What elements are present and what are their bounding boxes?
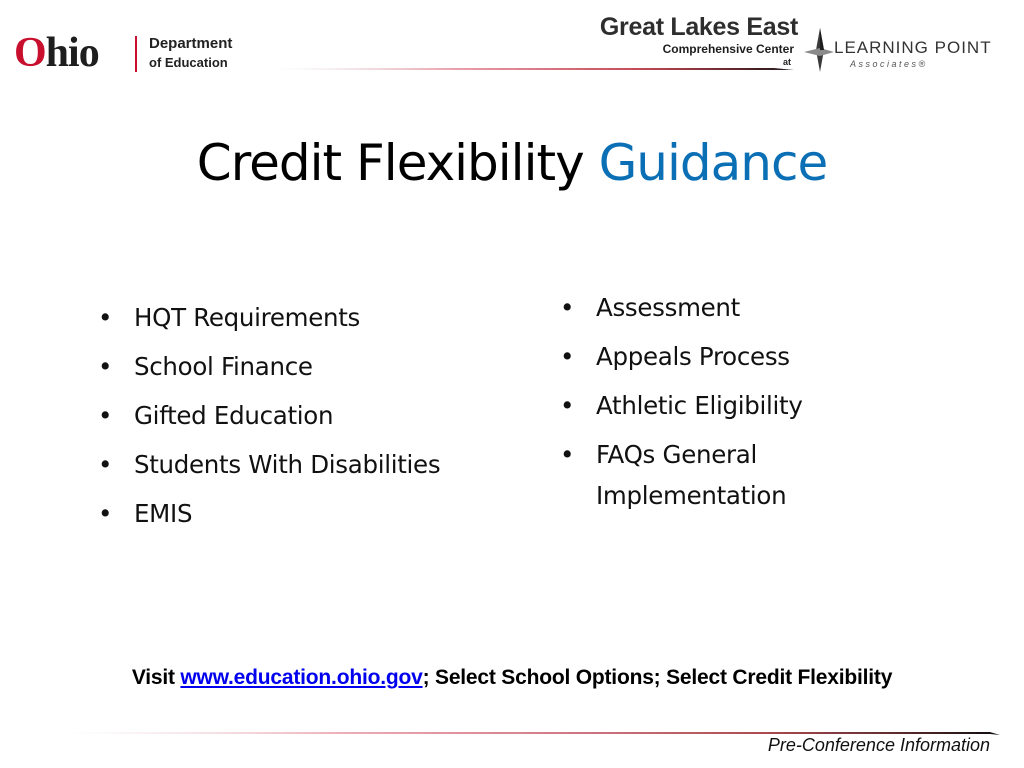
gle-title: Great Lakes East [599,13,798,41]
lpa-name: LEARNING POINT [834,38,992,57]
dept-line-2: of Education [149,55,228,70]
list-item: • Athletic Eligibility [560,385,890,434]
footer-note: Pre-Conference Information [767,735,990,755]
list-item: • School Finance [98,346,518,395]
list-item: • Assessment [560,287,890,336]
visit-prefix: Visit [131,666,181,689]
ohio-dept-text [149,34,232,72]
gle-at: at [783,57,792,67]
logo-divider [135,36,137,72]
title-main: Credit Flexibility [196,134,599,192]
list-item: • Students With Disabilities [98,444,518,493]
lpa-compass-icon [802,26,836,74]
ohio-department-of-education-logo [14,30,264,76]
great-lakes-east-logo [560,13,798,73]
list-item: • Appeals Process [560,336,890,385]
lpa-subname: Associates® [850,59,928,69]
header-rule [274,67,794,71]
title-accent: Guidance [598,134,828,192]
right-bullet-list [560,287,890,516]
visit-suffix: ; Select School Options; Select Credit Flexibility [422,666,893,689]
visit-instructions [0,666,1024,690]
ohio-wordmark: Ohio [14,30,99,76]
list-item: • HQT Requirements [98,297,518,346]
left-bullet-list [98,297,518,542]
list-item: • EMIS [98,493,518,542]
dept-line-1: Department [149,35,233,52]
slide-title [0,134,1024,192]
list-item: • FAQs General Implementation [560,434,890,516]
education-ohio-link[interactable]: www.education.ohio.gov [180,666,423,689]
learning-point-associates-logo [802,26,1002,78]
gle-subtitle: Comprehensive Center [662,42,794,56]
list-item: • Gifted Education [98,395,518,444]
